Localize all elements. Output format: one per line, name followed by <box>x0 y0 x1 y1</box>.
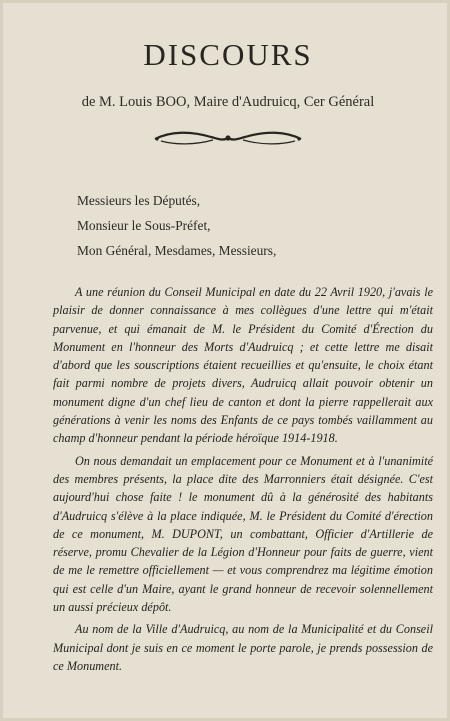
speech-body <box>53 283 433 679</box>
page-subtitle: de M. Louis BOO, Maire d'Audruicq, Cer Général <box>81 94 375 110</box>
paragraph: On nous demandait un emplacement pour ce Monument et à l'unanimité des membres présents, la place dite des Marronniers était désignée. C'est aujourd'hui chose faite ! le monument dû à la générosité des habitants d'Audruicq s'élève à la place indiquée, M. le Président du Comité d'érection de ce monument, M. DUPONT, un combattant, Officier d'Artillerie de réserve, promu Chevalier de la Légion d'Honneur pour faits de guerre, vient de me le remettre officiellement — et vous comprendrez ma légitime émotion qui est celle d'un Maire, ayant le grand honneur de recevoir solennellement un aussi précieux dépôt. <box>53 453 433 615</box>
salutation-line: Mon Général, Mesdames, Messieurs, <box>77 243 277 258</box>
salutation-line: Messieurs les Députés, <box>77 193 201 208</box>
ornament-divider-icon <box>151 127 305 149</box>
paragraph: Au nom de la Ville d'Audruicq, au nom de la Municipalité et du Conseil Municipal dont je suis en ce moment le porte parole, je prends possession de ce Monument. <box>53 622 433 673</box>
paragraph: A une réunion du Conseil Municipal en date du 22 Avril 1920, j'avais le plaisir de donner connaissance à mes collègues d'une lettre qui m'était parvenue, et qui émanait de M. le Président du Comité d'Érection du Monument en l'honneur des Morts d'Audruicq ; et cette lettre me disait d'abord que les souscriptions étaient recueillies et qu'ensuite, le choix étant fait parmi nombre de projets divers, Audruicq allait pouvoir obtenir un monument digne d'un chef lieu de canton et dont la pierre rappellerait aux générations à venir les noms des Enfants de ce pays tombés vaillamment au champ d'honneur pendant la période héroïque 1914-1918. <box>53 285 433 446</box>
page-title: DISCOURS <box>143 37 313 72</box>
salutation-line: Monsieur le Sous-Préfet, <box>77 218 211 233</box>
salutations <box>77 188 417 263</box>
